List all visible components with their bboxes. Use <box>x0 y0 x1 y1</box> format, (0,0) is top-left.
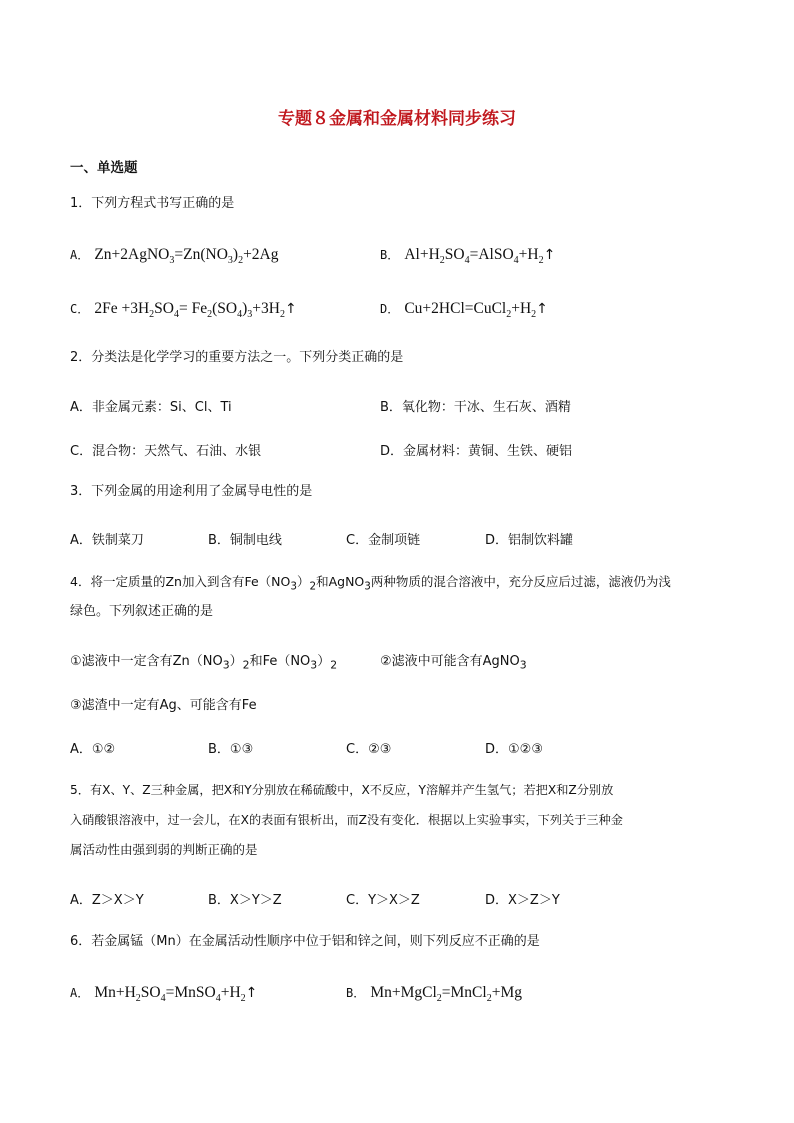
q1-option-b[interactable] <box>380 244 555 266</box>
up-arrow-icon: ↑ <box>543 247 556 263</box>
option-label: A． <box>70 986 90 1000</box>
q5-option-b[interactable]: B．X＞Y＞Z <box>208 893 282 908</box>
option-label: B． <box>380 248 400 262</box>
option-label: C． <box>70 302 90 316</box>
question-5-stem-line1: 5．有X、Y、Z三种金属，把X和Y分别放在稀硫酸中，X不反应，Y溶解并产生氢气；若把X和Z分别放 <box>70 783 614 797</box>
question-4-stem: 4．将一定质量的Zn加入到含有$Fe(NO_3)_2$和AgNO$_3$两种物质的混合溶液中，充分反应后过滤，滤液仍为浅 <box>70 574 671 593</box>
q2-option-c[interactable]: C．混合物：天然气、石油、水银 <box>70 444 262 459</box>
q2-option-a[interactable]: A．非金属元素：Si、Cl、Ti <box>70 400 232 415</box>
q1-option-a[interactable] <box>70 244 279 266</box>
q2-option-b[interactable]: B．氧化物：干冰、生石灰、酒精 <box>380 400 571 415</box>
q1-option-d[interactable] <box>380 298 548 320</box>
q2-option-d[interactable]: D．金属材料：黄铜、生铁、硬铝 <box>380 444 573 459</box>
option-label: B． <box>346 986 366 1000</box>
option-label: D． <box>380 302 400 316</box>
section-heading: 一、单选题 <box>70 160 138 176</box>
equation: Mn+MgCl$_2$=MnCl$_2$+Mg <box>370 984 522 1005</box>
q4-option-b[interactable]: B．①③ <box>208 742 254 757</box>
q6-option-b[interactable] <box>346 982 522 1004</box>
q5-option-d[interactable]: D．X＞Z＞Y <box>485 893 560 908</box>
equation: $Mn+H_2SO_4=MnSO_4+H_2↑$ <box>94 984 258 1005</box>
question-1-stem: 1．下列方程式书写正确的是 <box>70 196 235 211</box>
up-arrow-icon: ↑ <box>245 985 258 1001</box>
q4-statement-3: ③滤渣中一定有Ag、可能含有Fe <box>70 698 257 713</box>
q3-option-b[interactable]: B．铜制电线 <box>208 533 282 548</box>
question-2-stem: 2．分类法是化学学习的重要方法之一。下列分类正确的是 <box>70 350 404 365</box>
q4-option-d[interactable]: D．①②③ <box>485 742 543 757</box>
question-5-stem-line2: 入硝酸银溶液中，过一会儿，在X的表面有银析出，而Z没有变化．根据以上实验事实，下列关于三种金 <box>70 813 623 827</box>
q1-option-c[interactable] <box>70 298 297 320</box>
question-3-stem: 3．下列金属的用途利用了金属导电性的是 <box>70 484 313 499</box>
q4-option-a[interactable]: A．①② <box>70 742 116 757</box>
page-title: 专题８金属和金属材料同步练习 <box>278 109 516 129</box>
up-arrow-icon: ↑ <box>536 301 548 317</box>
q5-option-a[interactable]: A．Z＞X＞Y <box>70 893 144 908</box>
q4-statement-1: ①滤液中一定含有$Zn(NO_3)_2$和$Fe(NO_3)_2$ <box>70 654 338 672</box>
q3-option-d[interactable]: D．铝制饮料罐 <box>485 533 574 548</box>
q3-option-a[interactable]: A．铁制菜刀 <box>70 533 144 548</box>
equation: $Zn+2AgNO_3=Zn(NO_3)_2+2Ag$ <box>94 246 279 267</box>
q5-option-c[interactable]: C．Y＞X＞Z <box>346 893 420 908</box>
equation: $Cu+2HCl=CuCl_2+H_2↑$ <box>404 300 548 321</box>
question-4-stem-line2: 绿色。下列叙述正确的是 <box>70 604 214 619</box>
option-label: A． <box>70 248 90 262</box>
question-6-stem: 6．若金属锰（Mn）在金属活动性顺序中位于铝和锌之间，则下列反应不正确的是 <box>70 934 540 949</box>
q3-option-c[interactable]: C．金制项链 <box>346 533 421 548</box>
equation: $Al+H_2SO_4=AlSO_4+H_2↑$ <box>404 246 556 267</box>
up-arrow-icon: ↑ <box>284 301 297 317</box>
equation: $2Fe +3H_2SO_4=$ $Fe_2(SO_4)_3+3H_2↑$ <box>94 300 297 321</box>
q4-option-c[interactable]: C．②③ <box>346 742 392 757</box>
question-5-stem-line3: 属活动性由强到弱的判断正确的是 <box>70 842 258 857</box>
q4-statement-2: ②滤液中可能含有AgNO$_3$ <box>380 654 527 672</box>
q6-option-a[interactable] <box>70 982 257 1004</box>
